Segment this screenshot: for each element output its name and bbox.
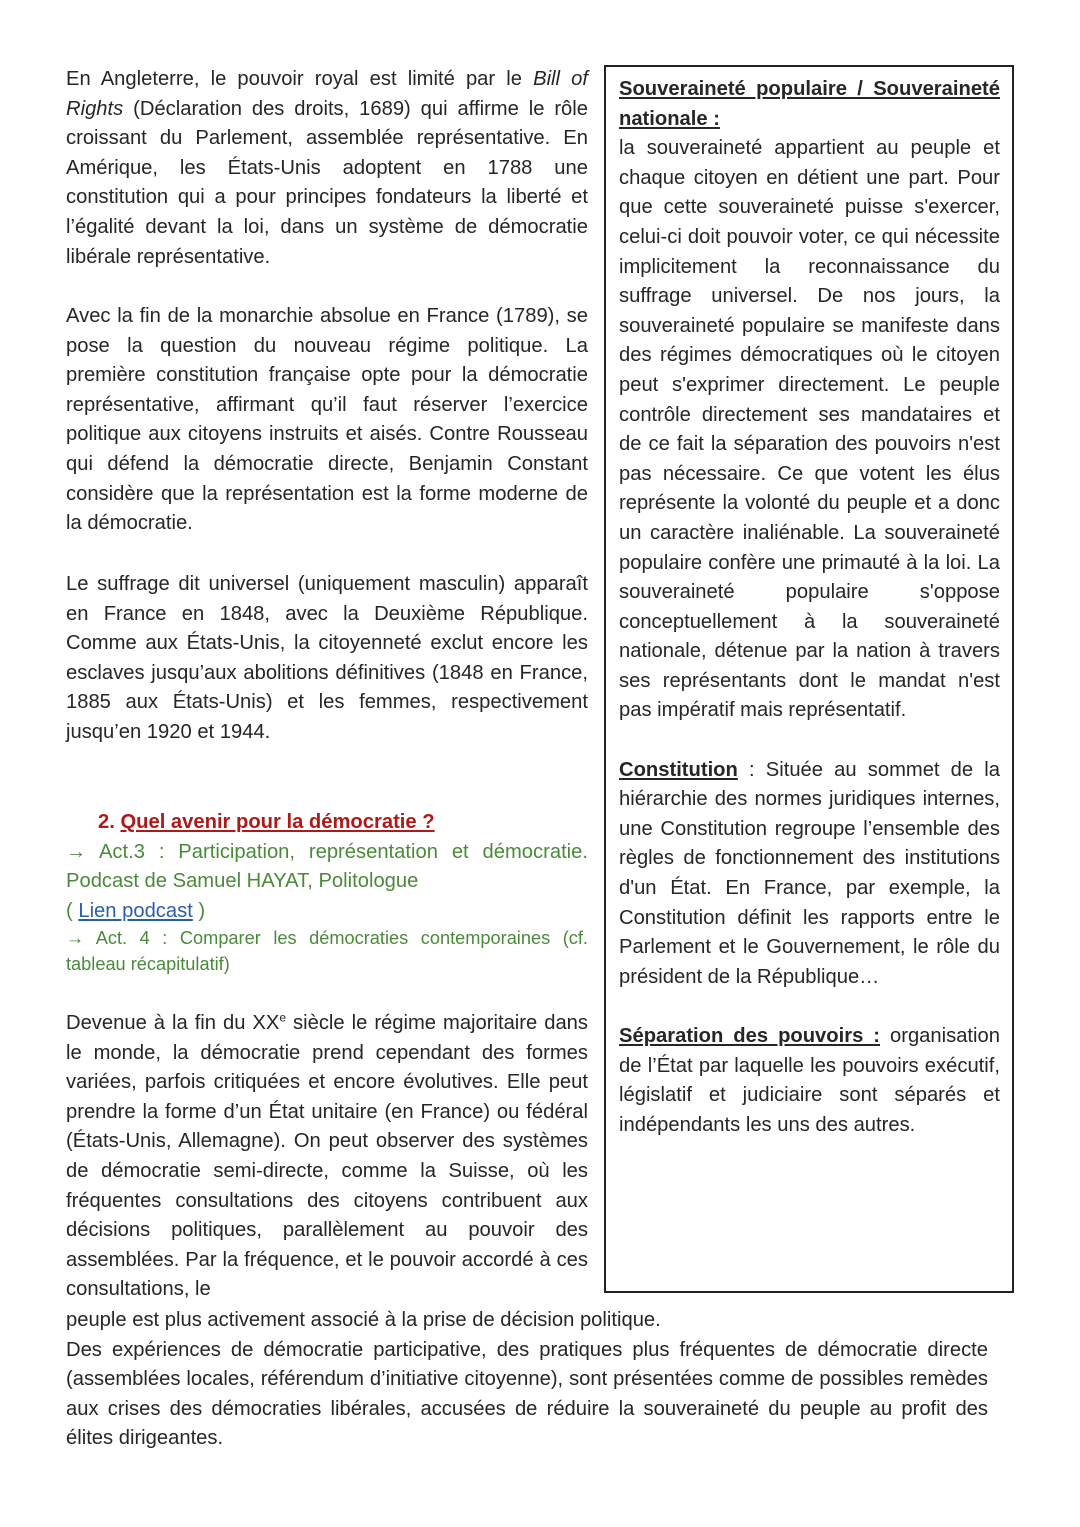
glossary-term: Constitution xyxy=(619,758,738,781)
paragraph-text: En Angleterre, le pouvoir royal est limité par le xyxy=(66,68,534,90)
glossary-constitution xyxy=(619,756,1000,993)
paragraph-continuation: peuple est plus activement associé à la prise de décision politique. xyxy=(66,1309,661,1331)
section-title: Quel avenir pour la démocratie ? xyxy=(120,811,435,833)
glossary-term: Souveraineté populaire / Souveraineté nationale : xyxy=(619,78,1000,130)
paragraph-democratie-variee xyxy=(66,1009,588,1305)
paragraph-revolution: Avec la fin de la monarchie absolue en France (1789), se pose la question du nouveau régime politique. La première constitution française opte pour la démocratie représentative, affirmant qu’il faut réserver l’exercice politique aux citoyens instruits et aisés. Contre Rousseau qui défend la démocratie directe, Benjamin Constant considère que la représentation est la forme moderne de la démocratie. xyxy=(66,305,588,535)
paragraph-text: (Déclaration des droits, 1689) qui affirme le rôle croissant du Parlement, assemblée représentative. En Amérique, les États-Unis adoptent en 1788 une constitution qui a pour principes fondateurs la liberté et l’égalité devant la loi, dans un système de démocratie libérale représentative. xyxy=(66,97,588,268)
section-number: 2. xyxy=(98,811,115,833)
paragraph-text: siècle le régime majoritaire dans le monde, la démocratie prend cependant des formes variées, parfois critiquées et encore évolutives. Elle peut prendre la forme d’un État unitaire (en France) ou fédéral (États-Unis, Allemagne). On peut observer des systèmes de démocratie semi-directe, comme la Suisse, où les fréquentes consultations des citoyens contribuent aux décisions politiques, parallèlement au pouvoir des assemblées. Par la fréquence, et le pouvoir accordé à ces consultations, le xyxy=(66,1012,588,1301)
paragraph-suffrage: Le suffrage dit universel (uniquement masculin) apparaît en France en 1848, avec la Deuxième République. Comme aux États-Unis, la citoyenneté exclut encore les esclaves jusqu’aux abolitions définitives (1848 en France, 1885 aux États-Unis) et les femmes, respectivement jusqu’en 1920 et 1944. xyxy=(66,573,588,743)
glossary-definition: : Située au sommet de la hiérarchie des normes juridiques internes, une Constitution regroupe l’ensemble des règles de fonctionnement des institutions d'un État. En France, par exemple, la Constitution définit les rapports entre le Parlement et le Gouvernement, le rôle du président de la République… xyxy=(619,758,1000,988)
glossary-definition: organisation de l’État par laquelle les pouvoirs exécutif, législatif et judiciaire sont séparés et indépendants les uns des autres. xyxy=(619,1025,1000,1136)
section-2 xyxy=(66,808,588,977)
activity-3: → Act.3 : Participation, représentation et démocratie. Podcast de Samuel HAYAT, Politologue xyxy=(66,840,588,893)
podcast-link-line xyxy=(66,897,588,927)
activity-4: → Act. 4 : Comparer les démocraties contemporaines (cf. tableau récapitulatif) xyxy=(66,928,588,974)
paragraph-angleterre xyxy=(66,65,588,272)
glossary-box xyxy=(604,65,1014,1293)
glossary-term: Séparation des pouvoirs : xyxy=(619,1025,881,1047)
paragraph-tail xyxy=(66,1306,988,1454)
paren-close: ) xyxy=(192,899,206,922)
paren-open: ( xyxy=(66,899,79,922)
glossary-definition: la souveraineté appartient au peuple et chaque citoyen en détient une part. Pour que cette souveraineté puisse s'exercer, celui-ci doit pouvoir voter, ce qui nécessite implicitement la reconnaissance du suffrage universel. De nos jours, la souveraineté populaire se manifeste dans des régimes démocratiques où le citoyen peut s'exprimer directement. Le peuple contrôle directement ses mandataires et de ce fait la séparation des pouvoirs n'est pas nécessaire. Ce que votent les élus représente la volonté du peuple et a donc un caractère inaliénable. La souveraineté populaire confère une primauté à la loi. La souveraineté populaire s'oppose conceptuellement à la souveraineté nationale, détenue par la nation à travers ses représentants dont le mandat n'est pas impératif mais représentatif. xyxy=(619,137,1000,722)
paragraph-text: Devenue à la fin du XX xyxy=(66,1012,280,1034)
glossary-souverainete xyxy=(619,75,1000,726)
bill-of-rights-title: Bill of Rights xyxy=(66,68,588,120)
paragraph-participative: Des expériences de démocratie participative, des pratiques plus fréquentes de démocratie directe (assemblées locales, référendum d’initiative citoyenne), sont présentées comme de possibles remèdes aux crises des démocraties libérales, accusées de réduire la souveraineté du peuple au profit des élites dirigeantes. xyxy=(66,1338,988,1450)
podcast-link[interactable]: Lien podcast xyxy=(78,899,193,922)
superscript: e xyxy=(279,1010,287,1025)
glossary-separation xyxy=(619,1022,1000,1140)
section-heading xyxy=(66,808,588,838)
